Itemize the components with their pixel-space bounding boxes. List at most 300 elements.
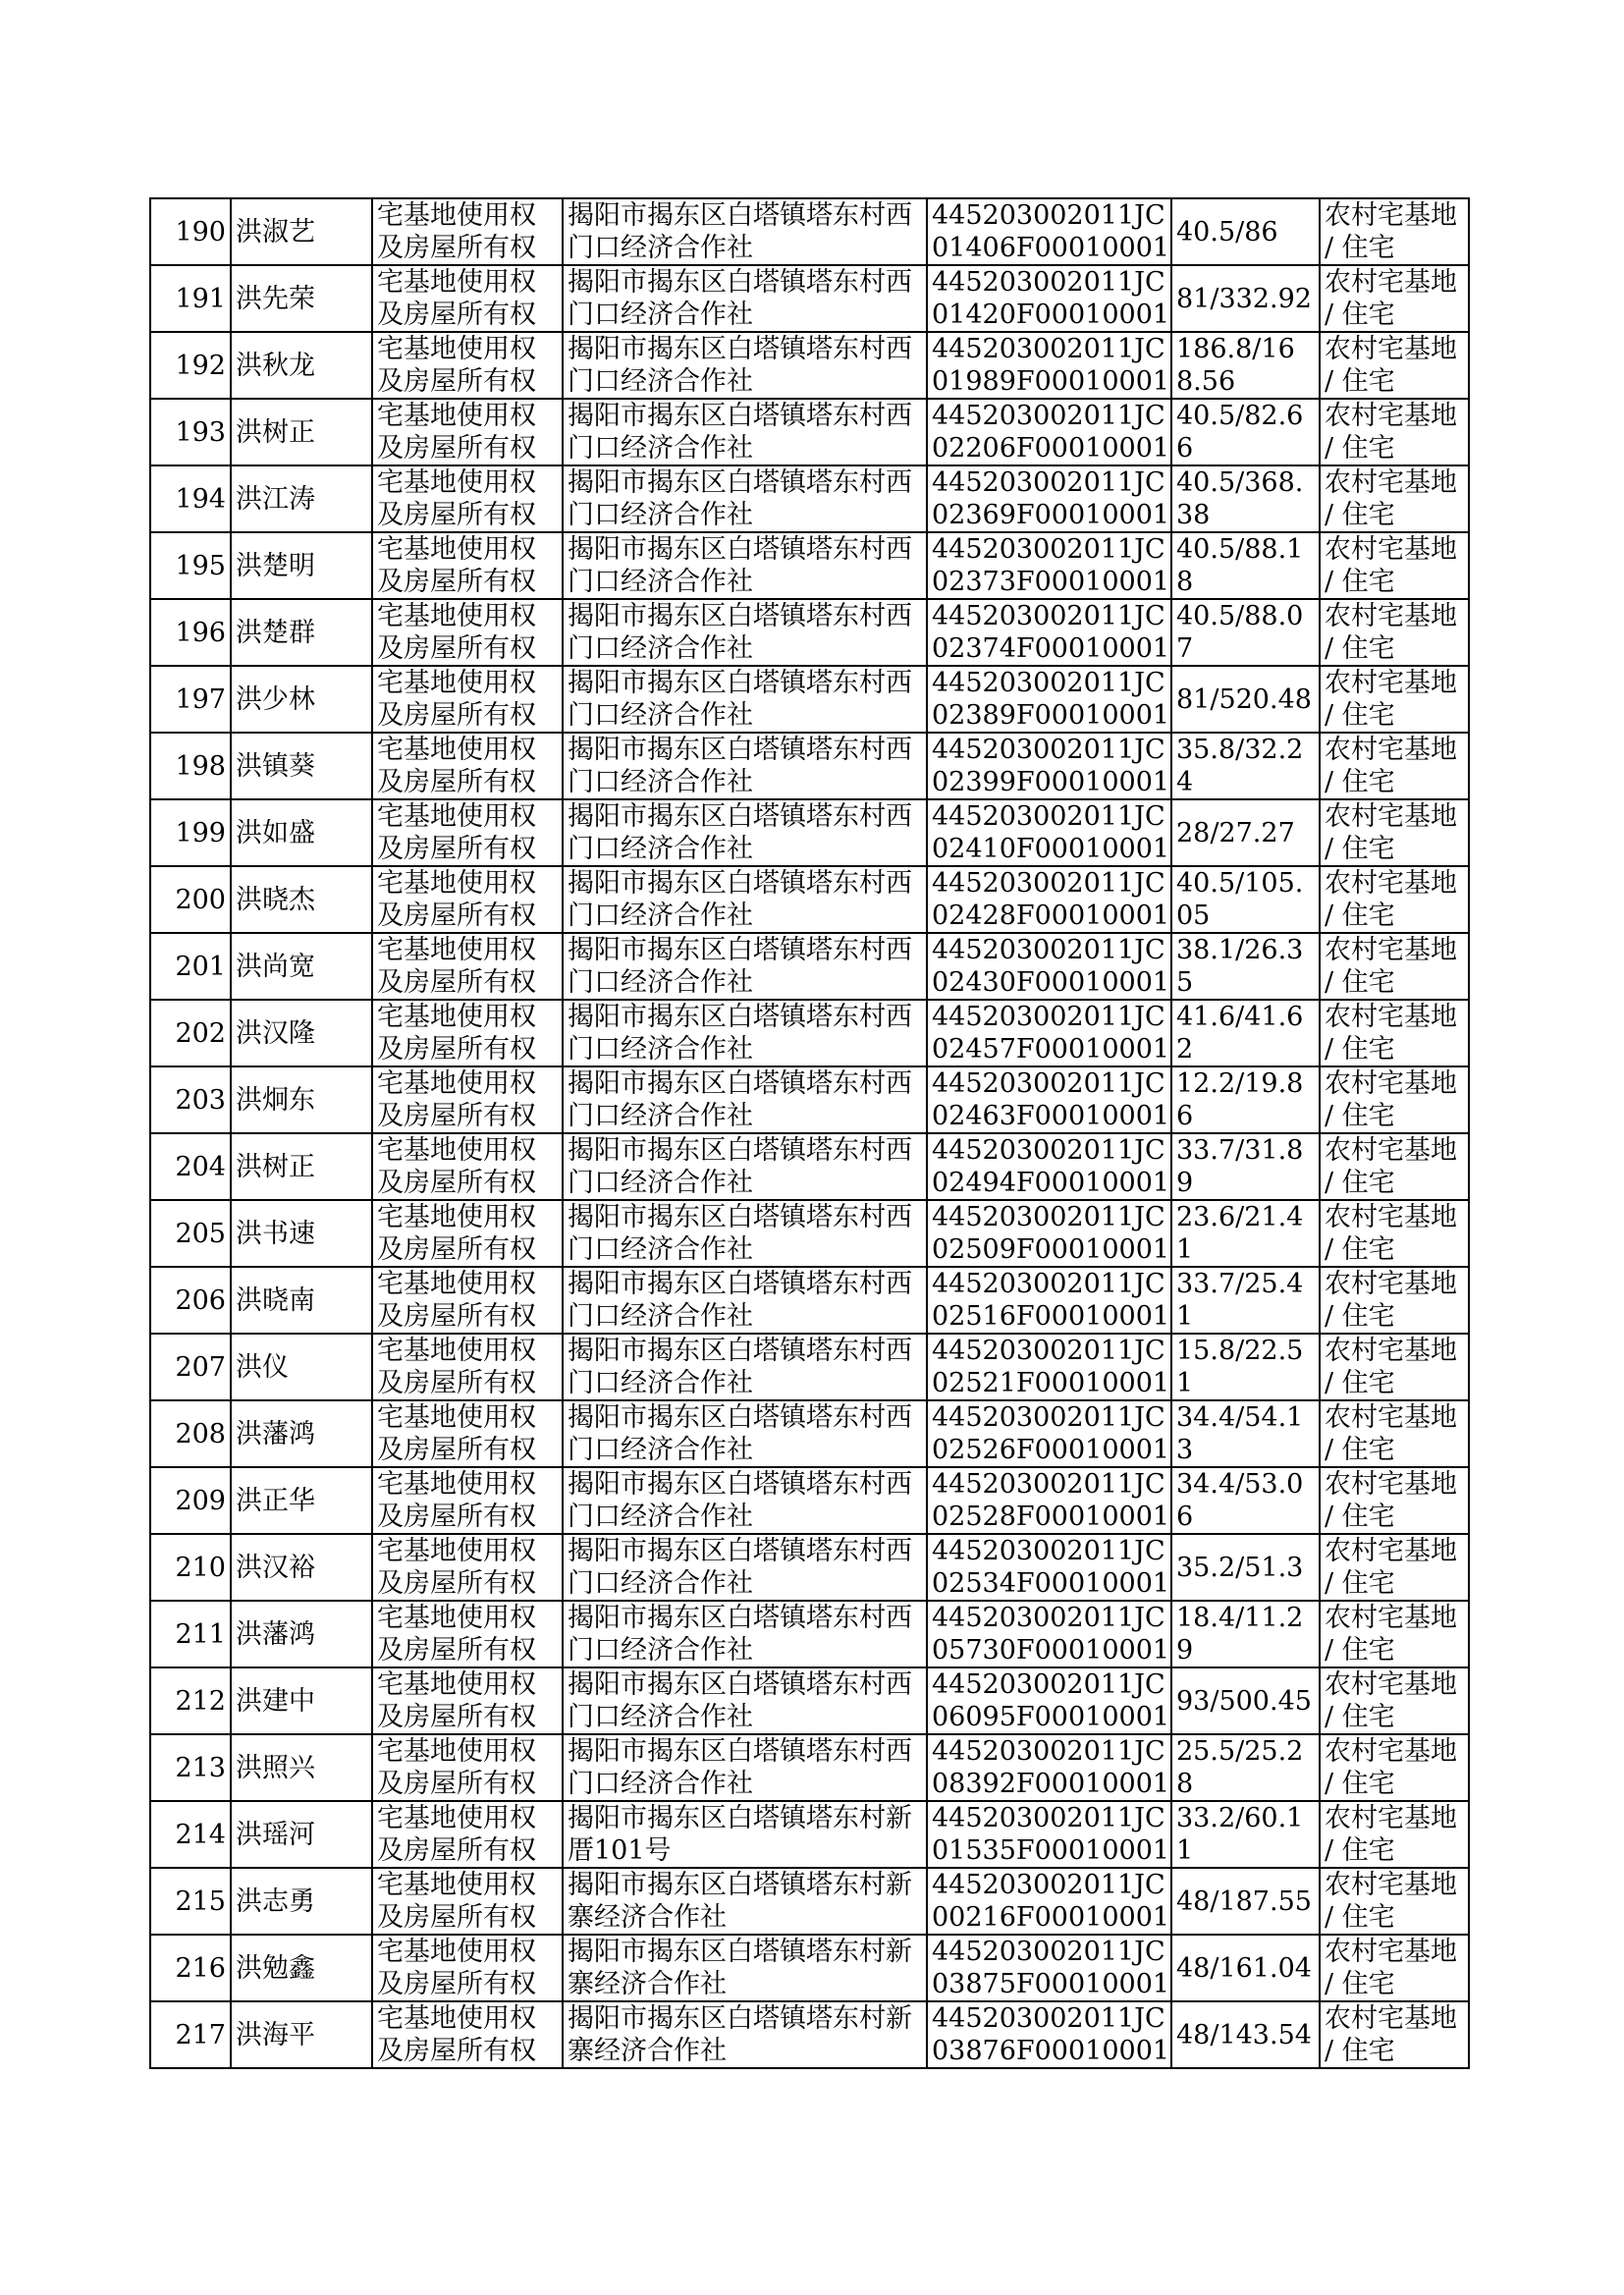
area-cell (1171, 1734, 1320, 1801)
table-row (150, 198, 1469, 265)
area-cell-text: 33.7/31.89 (1176, 1135, 1304, 1198)
table-row (150, 799, 1469, 866)
area-cell (1171, 1334, 1320, 1400)
land-use-cell (1320, 666, 1469, 733)
owner-name-cell (231, 1601, 372, 1667)
area-cell-text: 33.7/25.41 (1176, 1269, 1304, 1332)
right-type-cell (372, 198, 563, 265)
land-use-cell (1320, 1667, 1469, 1734)
land-use-cell-text: 农村宅基地 / 住宅 (1325, 2003, 1457, 2066)
location-cell (563, 1066, 927, 1133)
land-use-cell (1320, 1267, 1469, 1334)
right-type-cell (372, 332, 563, 399)
land-use-cell (1320, 198, 1469, 265)
right-type-cell-text: 宅基地使用权及房屋所有权 (377, 1002, 536, 1065)
location-cell (563, 1601, 927, 1667)
land-use-cell-text: 农村宅基地 / 住宅 (1325, 801, 1457, 864)
row-number-cell (150, 1200, 231, 1267)
land-use-cell-text: 农村宅基地 / 住宅 (1325, 267, 1457, 330)
owner-name-cell (231, 1133, 372, 1200)
right-type-cell (372, 933, 563, 1000)
owner-name-cell-text: 洪汉裕 (236, 1552, 315, 1583)
row-number-cell-text: 197 (175, 683, 226, 715)
unit-code-cell (927, 1000, 1171, 1066)
owner-name-cell-text: 洪炯东 (236, 1084, 315, 1116)
unit-code-cell (927, 1467, 1171, 1534)
unit-code-cell (927, 265, 1171, 332)
row-number-cell (150, 532, 231, 599)
row-number-cell-text: 193 (175, 416, 226, 448)
area-cell-text: 40.5/82.66 (1176, 401, 1304, 464)
location-cell (563, 198, 927, 265)
table-row (150, 666, 1469, 733)
row-number-cell (150, 1400, 231, 1467)
location-cell-text: 揭阳市揭东区白塔镇塔东村西门口经济合作社 (568, 467, 912, 530)
right-type-cell (372, 1133, 563, 1200)
owner-name-cell-text: 洪树正 (236, 1151, 315, 1182)
right-type-cell-text: 宅基地使用权及房屋所有权 (377, 1269, 536, 1332)
row-number-cell (150, 599, 231, 666)
row-number-cell (150, 399, 231, 465)
unit-code-cell (927, 1667, 1171, 1734)
table-row (150, 399, 1469, 465)
right-type-cell-text: 宅基地使用权及房屋所有权 (377, 868, 536, 931)
row-number-cell-text: 192 (175, 350, 226, 381)
area-cell-text: 34.4/54.13 (1176, 1402, 1304, 1465)
owner-name-cell-text: 洪淑艺 (236, 216, 315, 247)
unit-code-cell (927, 1133, 1171, 1200)
area-cell (1171, 1133, 1320, 1200)
area-cell (1171, 1267, 1320, 1334)
right-type-cell-text: 宅基地使用权及房屋所有权 (377, 1135, 536, 1198)
unit-code-cell-text: 445203002011JC02509F00010001 (932, 1202, 1170, 1265)
table-row (150, 1000, 1469, 1066)
area-cell (1171, 532, 1320, 599)
unit-code-cell (927, 332, 1171, 399)
area-cell-text: 28/27.27 (1176, 817, 1295, 848)
location-cell-text: 揭阳市揭东区白塔镇塔东村西门口经济合作社 (568, 735, 912, 797)
registration-table (149, 197, 1470, 2069)
row-number-cell (150, 1734, 231, 1801)
unit-code-cell (927, 1868, 1171, 1935)
land-use-cell-text: 农村宅基地 / 住宅 (1325, 1870, 1457, 1933)
right-type-cell (372, 1868, 563, 1935)
table-row (150, 1868, 1469, 1935)
unit-code-cell-text: 445203002011JC01406F00010001 (932, 200, 1170, 263)
table-row (150, 1734, 1469, 1801)
area-cell (1171, 933, 1320, 1000)
area-cell-text: 35.8/32.24 (1176, 735, 1304, 797)
right-type-cell-text: 宅基地使用权及房屋所有权 (377, 1736, 536, 1799)
unit-code-cell (927, 1400, 1171, 1467)
right-type-cell-text: 宅基地使用权及房屋所有权 (377, 534, 536, 597)
land-use-cell-text: 农村宅基地 / 住宅 (1325, 1803, 1457, 1866)
land-use-cell (1320, 265, 1469, 332)
row-number-cell-text: 194 (175, 483, 226, 515)
location-cell-text: 揭阳市揭东区白塔镇塔东村西门口经济合作社 (568, 200, 912, 263)
location-cell-text: 揭阳市揭东区白塔镇塔东村西门口经济合作社 (568, 1135, 912, 1198)
land-use-cell-text: 农村宅基地 / 住宅 (1325, 1336, 1457, 1398)
row-number-cell-text: 217 (175, 2019, 226, 2050)
unit-code-cell (927, 2001, 1171, 2068)
area-cell (1171, 666, 1320, 733)
owner-name-cell (231, 1334, 372, 1400)
owner-name-cell (231, 1000, 372, 1066)
owner-name-cell-text: 洪藩鸿 (236, 1618, 315, 1650)
location-cell (563, 1133, 927, 1200)
right-type-cell (372, 1467, 563, 1534)
unit-code-cell-text: 445203002011JC02516F00010001 (932, 1269, 1170, 1332)
location-cell-text: 揭阳市揭东区白塔镇塔东村西门口经济合作社 (568, 935, 912, 998)
row-number-cell-text: 212 (175, 1685, 226, 1717)
area-cell-text: 35.2/51.3 (1176, 1552, 1304, 1583)
row-number-cell-text: 203 (175, 1084, 226, 1116)
area-cell (1171, 465, 1320, 532)
owner-name-cell (231, 1534, 372, 1601)
location-cell (563, 532, 927, 599)
row-number-cell (150, 733, 231, 799)
land-use-cell-text: 农村宅基地 / 住宅 (1325, 334, 1457, 397)
area-cell-text: 34.4/53.06 (1176, 1469, 1304, 1532)
area-cell-text: 40.5/86 (1176, 216, 1278, 247)
row-number-cell (150, 1133, 231, 1200)
right-type-cell (372, 1267, 563, 1334)
owner-name-cell (231, 733, 372, 799)
right-type-cell (372, 599, 563, 666)
area-cell-text: 81/520.48 (1176, 683, 1312, 715)
right-type-cell-text: 宅基地使用权及房屋所有权 (377, 467, 536, 530)
owner-name-cell (231, 1267, 372, 1334)
owner-name-cell-text: 洪勉鑫 (236, 1952, 315, 1984)
row-number-cell (150, 1868, 231, 1935)
row-number-cell (150, 2001, 231, 2068)
owner-name-cell (231, 666, 372, 733)
owner-name-cell-text: 洪正华 (236, 1485, 315, 1516)
land-use-cell (1320, 1534, 1469, 1601)
land-use-cell-text: 农村宅基地 / 住宅 (1325, 1068, 1457, 1131)
unit-code-cell-text: 445203002011JC02373F00010001 (932, 534, 1170, 597)
owner-name-cell-text: 洪书速 (236, 1218, 315, 1249)
unit-code-cell (927, 399, 1171, 465)
row-number-cell-text: 209 (175, 1485, 226, 1516)
owner-name-cell-text: 洪照兴 (236, 1752, 315, 1783)
right-type-cell (372, 399, 563, 465)
location-cell-text: 揭阳市揭东区白塔镇塔东村西门口经济合作社 (568, 401, 912, 464)
unit-code-cell-text: 445203002011JC02521F00010001 (932, 1336, 1170, 1398)
owner-name-cell (231, 1200, 372, 1267)
area-cell (1171, 1534, 1320, 1601)
unit-code-cell-text: 445203002011JC02428F00010001 (932, 868, 1170, 931)
land-use-cell (1320, 799, 1469, 866)
owner-name-cell (231, 532, 372, 599)
owner-name-cell-text: 洪藩鸿 (236, 1418, 315, 1449)
row-number-cell-text: 208 (175, 1418, 226, 1449)
land-use-cell (1320, 1400, 1469, 1467)
row-number-cell (150, 666, 231, 733)
land-use-cell-text: 农村宅基地 / 住宅 (1325, 1202, 1457, 1265)
unit-code-cell-text: 445203002011JC02494F00010001 (932, 1135, 1170, 1198)
land-use-cell (1320, 1133, 1469, 1200)
area-cell-text: 81/332.92 (1176, 283, 1312, 314)
unit-code-cell (927, 733, 1171, 799)
land-use-cell-text: 农村宅基地 / 住宅 (1325, 1937, 1457, 1999)
land-use-cell (1320, 933, 1469, 1000)
owner-name-cell (231, 799, 372, 866)
right-type-cell-text: 宅基地使用权及房屋所有权 (377, 668, 536, 731)
row-number-cell-text: 198 (175, 750, 226, 782)
location-cell-text: 揭阳市揭东区白塔镇塔东村西门口经济合作社 (568, 1669, 912, 1732)
location-cell (563, 399, 927, 465)
row-number-cell (150, 866, 231, 933)
land-use-cell (1320, 332, 1469, 399)
land-use-cell-text: 农村宅基地 / 住宅 (1325, 534, 1457, 597)
area-cell (1171, 1801, 1320, 1868)
area-cell (1171, 399, 1320, 465)
land-use-cell-text: 农村宅基地 / 住宅 (1325, 1469, 1457, 1532)
area-cell (1171, 1200, 1320, 1267)
right-type-cell-text: 宅基地使用权及房屋所有权 (377, 401, 536, 464)
land-use-cell (1320, 1467, 1469, 1534)
area-cell (1171, 2001, 1320, 2068)
land-use-cell-text: 农村宅基地 / 住宅 (1325, 1536, 1457, 1599)
unit-code-cell-text: 445203002011JC02463F00010001 (932, 1068, 1170, 1131)
right-type-cell-text: 宅基地使用权及房屋所有权 (377, 200, 536, 263)
right-type-cell (372, 2001, 563, 2068)
right-type-cell (372, 1935, 563, 2001)
row-number-cell-text: 206 (175, 1284, 226, 1316)
right-type-cell-text: 宅基地使用权及房屋所有权 (377, 1937, 536, 1999)
area-cell (1171, 1868, 1320, 1935)
location-cell (563, 1000, 927, 1066)
right-type-cell-text: 宅基地使用权及房屋所有权 (377, 1870, 536, 1933)
location-cell (563, 265, 927, 332)
land-use-cell (1320, 1734, 1469, 1801)
right-type-cell (372, 1601, 563, 1667)
land-use-cell-text: 农村宅基地 / 住宅 (1325, 1135, 1457, 1198)
unit-code-cell (927, 532, 1171, 599)
row-number-cell-text: 199 (175, 817, 226, 848)
row-number-cell-text: 207 (175, 1351, 226, 1383)
unit-code-cell-text: 445203002011JC02389F00010001 (932, 668, 1170, 731)
table-row (150, 1667, 1469, 1734)
unit-code-cell-text: 445203002011JC02528F00010001 (932, 1469, 1170, 1532)
location-cell (563, 933, 927, 1000)
area-cell-text: 23.6/21.41 (1176, 1202, 1304, 1265)
unit-code-cell-text: 445203002011JC02457F00010001 (932, 1002, 1170, 1065)
row-number-cell (150, 1801, 231, 1868)
right-type-cell (372, 1534, 563, 1601)
right-type-cell-text: 宅基地使用权及房屋所有权 (377, 1603, 536, 1666)
owner-name-cell (231, 1935, 372, 2001)
row-number-cell-text: 213 (175, 1752, 226, 1783)
location-cell (563, 465, 927, 532)
area-cell-text: 40.5/368.38 (1176, 467, 1304, 530)
row-number-cell (150, 198, 231, 265)
row-number-cell (150, 1601, 231, 1667)
unit-code-cell (927, 666, 1171, 733)
land-use-cell-text: 农村宅基地 / 住宅 (1325, 1603, 1457, 1666)
unit-code-cell (927, 866, 1171, 933)
row-number-cell-text: 215 (175, 1885, 226, 1917)
location-cell (563, 1467, 927, 1534)
right-type-cell-text: 宅基地使用权及房屋所有权 (377, 935, 536, 998)
unit-code-cell-text: 445203002011JC05730F00010001 (932, 1603, 1170, 1666)
owner-name-cell (231, 265, 372, 332)
row-number-cell-text: 211 (175, 1618, 226, 1650)
location-cell-text: 揭阳市揭东区白塔镇塔东村西门口经济合作社 (568, 801, 912, 864)
row-number-cell (150, 332, 231, 399)
right-type-cell-text: 宅基地使用权及房屋所有权 (377, 334, 536, 397)
location-cell-text: 揭阳市揭东区白塔镇塔东村新厝101号 (568, 1803, 912, 1866)
area-cell (1171, 1467, 1320, 1534)
row-number-cell (150, 465, 231, 532)
land-use-cell (1320, 866, 1469, 933)
owner-name-cell-text: 洪瑶河 (236, 1819, 315, 1850)
owner-name-cell (231, 866, 372, 933)
owner-name-cell-text: 洪海平 (236, 2019, 315, 2050)
owner-name-cell-text: 洪尚宽 (236, 951, 315, 982)
location-cell-text: 揭阳市揭东区白塔镇塔东村西门口经济合作社 (568, 1269, 912, 1332)
land-use-cell (1320, 1601, 1469, 1667)
land-use-cell (1320, 1000, 1469, 1066)
unit-code-cell (927, 1935, 1171, 2001)
land-use-cell-text: 农村宅基地 / 住宅 (1325, 1402, 1457, 1465)
owner-name-cell-text: 洪志勇 (236, 1885, 315, 1917)
land-use-cell-text: 农村宅基地 / 住宅 (1325, 401, 1457, 464)
unit-code-cell-text: 445203002011JC06095F00010001 (932, 1669, 1170, 1732)
location-cell-text: 揭阳市揭东区白塔镇塔东村西门口经济合作社 (568, 601, 912, 664)
location-cell-text: 揭阳市揭东区白塔镇塔东村新寨经济合作社 (568, 2003, 912, 2066)
location-cell-text: 揭阳市揭东区白塔镇塔东村西门口经济合作社 (568, 1603, 912, 1666)
row-number-cell-text: 196 (175, 617, 226, 648)
location-cell-text: 揭阳市揭东区白塔镇塔东村西门口经济合作社 (568, 868, 912, 931)
owner-name-cell (231, 465, 372, 532)
owner-name-cell-text: 洪汉隆 (236, 1017, 315, 1049)
unit-code-cell-text: 445203002011JC02399F00010001 (932, 735, 1170, 797)
unit-code-cell (927, 1601, 1171, 1667)
table-row (150, 1133, 1469, 1200)
owner-name-cell (231, 399, 372, 465)
location-cell-text: 揭阳市揭东区白塔镇塔东村西门口经济合作社 (568, 1068, 912, 1131)
area-cell (1171, 1667, 1320, 1734)
right-type-cell (372, 1667, 563, 1734)
table-row (150, 465, 1469, 532)
location-cell (563, 2001, 927, 2068)
table-row (150, 2001, 1469, 2068)
unit-code-cell-text: 445203002011JC02410F00010001 (932, 801, 1170, 864)
owner-name-cell-text: 洪秋龙 (236, 350, 315, 381)
area-cell-text: 18.4/11.29 (1176, 1603, 1304, 1666)
unit-code-cell-text: 445203002011JC02206F00010001 (932, 401, 1170, 464)
area-cell (1171, 866, 1320, 933)
right-type-cell-text: 宅基地使用权及房屋所有权 (377, 1469, 536, 1532)
right-type-cell (372, 799, 563, 866)
right-type-cell-text: 宅基地使用权及房屋所有权 (377, 1402, 536, 1465)
location-cell-text: 揭阳市揭东区白塔镇塔东村新寨经济合作社 (568, 1937, 912, 1999)
location-cell-text: 揭阳市揭东区白塔镇塔东村西门口经济合作社 (568, 334, 912, 397)
unit-code-cell (927, 1267, 1171, 1334)
area-cell-text: 38.1/26.35 (1176, 935, 1304, 998)
table-row (150, 933, 1469, 1000)
row-number-cell-text: 195 (175, 550, 226, 581)
area-cell (1171, 1935, 1320, 2001)
area-cell (1171, 265, 1320, 332)
unit-code-cell-text: 445203002011JC02369F00010001 (932, 467, 1170, 530)
table-row (150, 265, 1469, 332)
owner-name-cell-text: 洪楚群 (236, 617, 315, 648)
row-number-cell-text: 216 (175, 1952, 226, 1984)
row-number-cell-text: 200 (175, 884, 226, 915)
right-type-cell (372, 465, 563, 532)
table-row (150, 733, 1469, 799)
area-cell (1171, 1000, 1320, 1066)
right-type-cell-text: 宅基地使用权及房屋所有权 (377, 267, 536, 330)
area-cell (1171, 332, 1320, 399)
area-cell-text: 93/500.45 (1176, 1685, 1312, 1717)
area-cell-text: 48/143.54 (1176, 2019, 1312, 2050)
location-cell-text: 揭阳市揭东区白塔镇塔东村西门口经济合作社 (568, 1736, 912, 1799)
row-number-cell-text: 210 (175, 1552, 226, 1583)
unit-code-cell-text: 445203002011JC02374F00010001 (932, 601, 1170, 664)
land-use-cell-text: 农村宅基地 / 住宅 (1325, 1002, 1457, 1065)
owner-name-cell-text: 洪江涛 (236, 483, 315, 515)
location-cell (563, 1935, 927, 2001)
land-use-cell-text: 农村宅基地 / 住宅 (1325, 735, 1457, 797)
owner-name-cell (231, 198, 372, 265)
row-number-cell-text: 201 (175, 951, 226, 982)
unit-code-cell-text: 445203002011JC01420F00010001 (932, 267, 1170, 330)
right-type-cell-text: 宅基地使用权及房屋所有权 (377, 1536, 536, 1599)
land-use-cell (1320, 1801, 1469, 1868)
location-cell (563, 1400, 927, 1467)
unit-code-cell (927, 1801, 1171, 1868)
row-number-cell-text: 202 (175, 1017, 226, 1049)
owner-name-cell (231, 1801, 372, 1868)
land-use-cell-text: 农村宅基地 / 住宅 (1325, 1669, 1457, 1732)
right-type-cell (372, 1066, 563, 1133)
row-number-cell-text: 204 (175, 1151, 226, 1182)
location-cell (563, 1334, 927, 1400)
area-cell-text: 40.5/88.07 (1176, 601, 1304, 664)
unit-code-cell-text: 445203002011JC03875F00010001 (932, 1937, 1170, 1999)
area-cell (1171, 1601, 1320, 1667)
location-cell-text: 揭阳市揭东区白塔镇塔东村西门口经济合作社 (568, 267, 912, 330)
land-use-cell-text: 农村宅基地 / 住宅 (1325, 601, 1457, 664)
unit-code-cell (927, 465, 1171, 532)
owner-name-cell-text: 洪少林 (236, 683, 315, 715)
right-type-cell (372, 532, 563, 599)
land-use-cell-text: 农村宅基地 / 住宅 (1325, 935, 1457, 998)
area-cell-text: 41.6/41.62 (1176, 1002, 1304, 1065)
right-type-cell (372, 1200, 563, 1267)
row-number-cell (150, 1334, 231, 1400)
table-row (150, 1601, 1469, 1667)
right-type-cell-text: 宅基地使用权及房屋所有权 (377, 1803, 536, 1866)
land-use-cell (1320, 1935, 1469, 2001)
land-use-cell (1320, 399, 1469, 465)
row-number-cell-text: 205 (175, 1218, 226, 1249)
owner-name-cell-text: 洪晓南 (236, 1284, 315, 1316)
row-number-cell (150, 1534, 231, 1601)
row-number-cell (150, 1667, 231, 1734)
right-type-cell (372, 733, 563, 799)
right-type-cell-text: 宅基地使用权及房屋所有权 (377, 1068, 536, 1131)
unit-code-cell-text: 445203002011JC08392F00010001 (932, 1736, 1170, 1799)
location-cell (563, 1267, 927, 1334)
owner-name-cell (231, 1734, 372, 1801)
location-cell-text: 揭阳市揭东区白塔镇塔东村西门口经济合作社 (568, 1536, 912, 1599)
right-type-cell-text: 宅基地使用权及房屋所有权 (377, 1336, 536, 1398)
